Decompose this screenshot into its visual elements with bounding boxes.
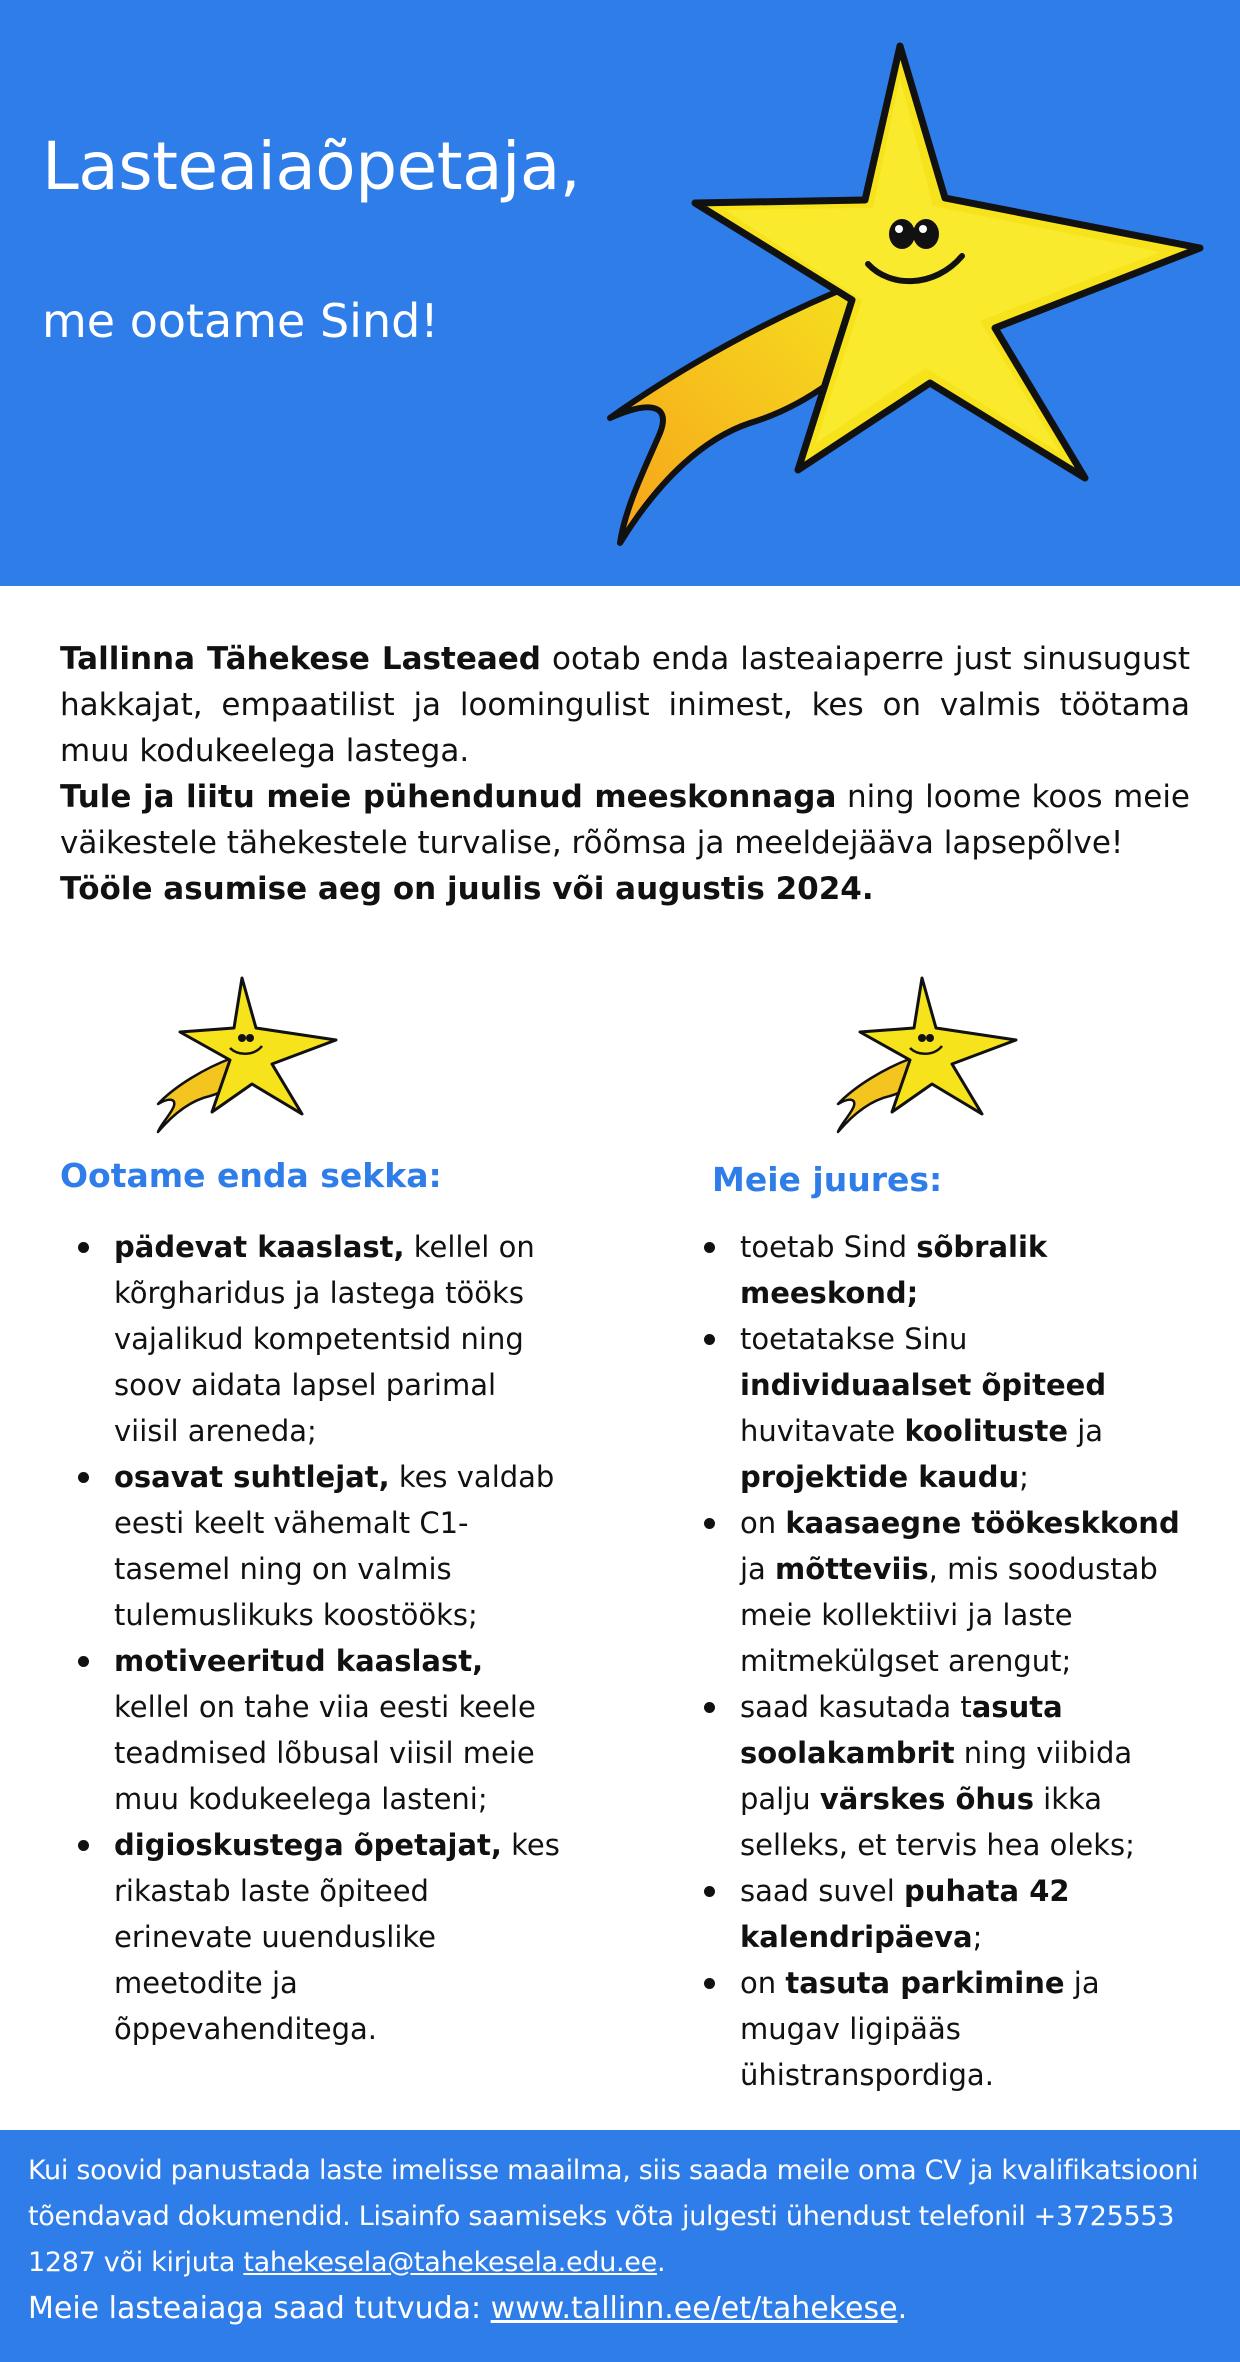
list-item: toetab Sind sõbralik meeskond; <box>698 1224 1190 1316</box>
left-column-heading: Ootame enda sekka: <box>60 1156 442 1195</box>
list-item: pädevat kaaslast, kellel on kõrgharidus ja lastega tööks vajalikud kompetentsid ning soov aidata lapsel parimal viisil areneda; <box>60 1224 560 1454</box>
requirements-list <box>60 1224 560 2052</box>
small-star-icon-right <box>830 976 1020 1134</box>
intro-paragraph-1: Tallinna Tähekese Lasteaed ootab enda lasteaiaperre just sinusugust hakkajat, empaatilist ja loomingulist inimest, kes on valmis töötama muu kodukeelega lastega. <box>60 641 1190 769</box>
list-item: saad kasutada tasuta soolakambrit ning viibida palju värskes õhus ikka selleks, et tervis hea oleks; <box>698 1684 1190 1868</box>
contact-text: Kui soovid panustada laste imelisse maailma, siis saada meile oma CV ja kvalifikatsiooni tõendavad dokumendid. Lisainfo saamiseks võta julgesti ühendust telefonil +3725553 1287 või kirjuta tahekesela@tahekesela.edu.ee. <box>28 2155 1199 2278</box>
website-link[interactable]: www.tallinn.ee/et/tahekese <box>490 2291 898 2326</box>
list-item: toetatakse Sinu individuaalset õpiteed huvitavate koolituste ja projektide kaudu; <box>698 1316 1190 1500</box>
hero-title: Lasteaiaõpetaja, <box>42 128 581 205</box>
intro-paragraph-2: Tule ja liitu meie pühendunud meeskonnaga ning loome koos meie väikestele tähekestele turvalise, rõõmsa ja meeldejääva lapsepõlve! <box>60 779 1191 861</box>
right-column-heading: Meie juures: <box>712 1160 943 1199</box>
shooting-star-icon <box>600 38 1210 558</box>
email-link[interactable]: tahekesela@tahekesela.edu.ee <box>243 2247 657 2278</box>
list-item: on kaasaegne töökeskkond ja mõtteviis, mis soodustab meie kollektiivi ja laste mitmekülgset arengut; <box>698 1500 1190 1684</box>
footer-banner <box>0 2130 1240 2362</box>
kindergarten-name: Tallinna Tähekese Lasteaed <box>60 641 541 677</box>
start-date: Tööle asumise aeg on juulis või augustis 2024. <box>60 871 874 907</box>
hero-banner <box>0 0 1240 586</box>
hero-subtitle: me ootame Sind! <box>42 294 439 348</box>
small-star-icon-left <box>150 976 340 1134</box>
list-item: saad suvel puhata 42 kalendripäeva; <box>698 1868 1190 1960</box>
list-item: osavat suhtlejat, kes valdab eesti keelt vähemalt C1-tasemel ning on valmis tulemuslikuks koostööks; <box>60 1454 560 1638</box>
list-item: on tasuta parkimine ja mugav ligipääs ühistranspordiga. <box>698 1960 1190 2098</box>
list-item: motiveeritud kaaslast, kellel on tahe viia eesti keele teadmised lõbusal viisil meie muu kodukeelega lasteni; <box>60 1638 560 1822</box>
benefits-list <box>698 1224 1190 2098</box>
list-item: digioskustega õpetajat, kes rikastab laste õpiteed erinevate uuenduslike meetodite ja õppevahenditega. <box>60 1822 560 2052</box>
visit-text: Meie lasteaiaga saad tutvuda: www.tallinn.ee/et/tahekese. <box>28 2291 908 2326</box>
intro-text <box>60 636 1190 912</box>
